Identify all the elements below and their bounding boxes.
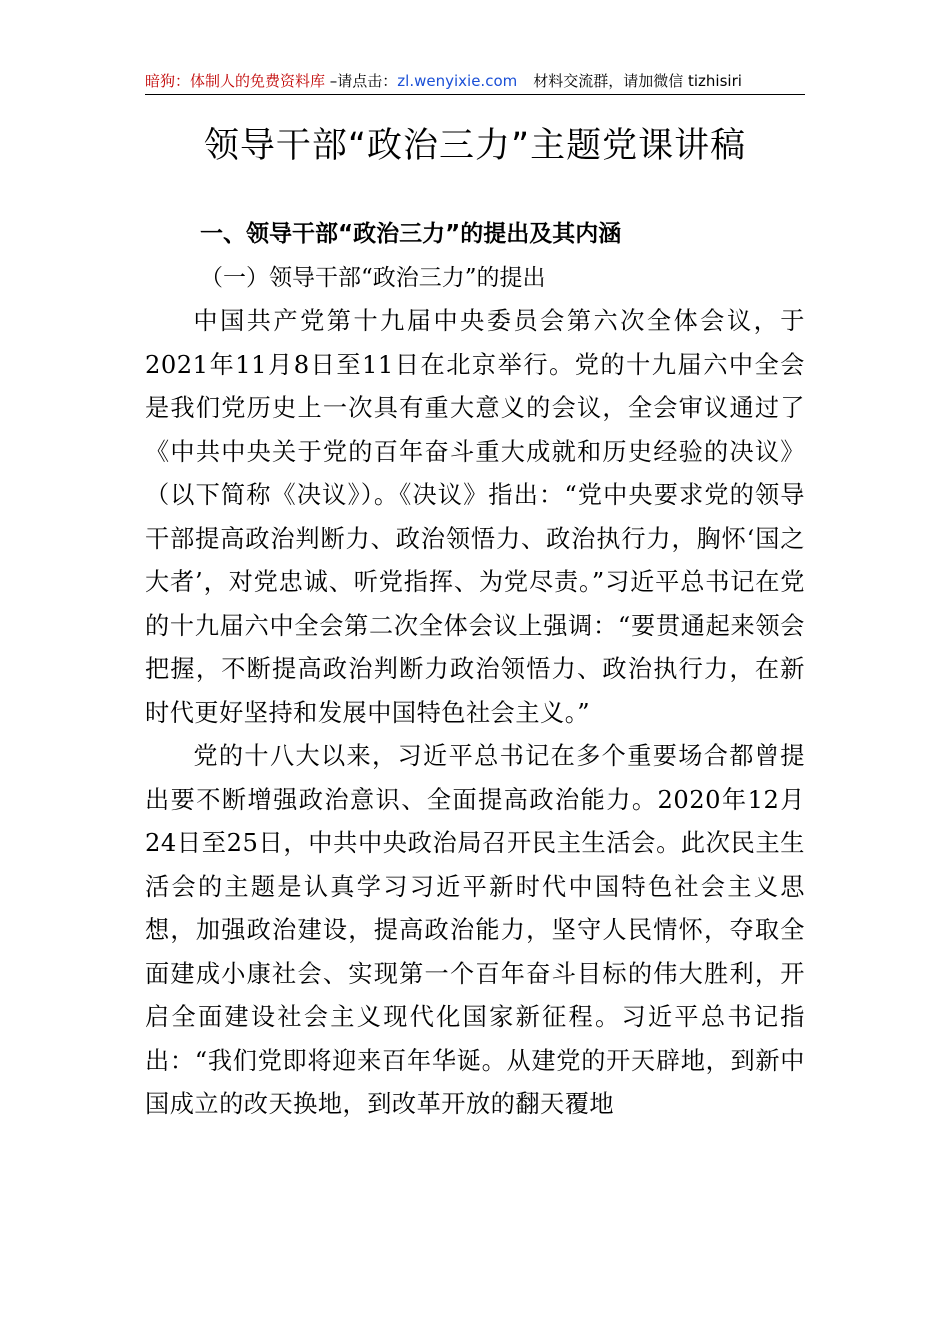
body-paragraph: 党的十八大以来，习近平总书记在多个重要场合都曾提出要不断增强政治意识、全面提高政治能力。2020年12月24日至25日，中共中央政治局召开民主生活会。此次民主生活会的主题是认真学习习近平新时代中国特色社会主义思想，加强政治建设，提高政治能力，坚守人民情怀，夺取全面建成小康社会、实现第一个百年奋斗目标的伟大胜利，开启全面建设社会主义现代化国家新征程。习近平总书记指出：“我们党即将迎来百年华诞。从建党的开天辟地，到新中国成立的改天换地，到改革开放的翻天覆地 <box>145 742 805 1118</box>
section-heading: 一、领导干部“政治三力”的提出及其内涵 <box>200 221 622 247</box>
subsection-heading: （一）领导干部“政治三力”的提出 <box>200 265 546 291</box>
body-paragraph: 中国共产党第十九届中央委员会第六次全体会议，于2021年11月8日至11日在北京举行。党的十九届六中全会是我们党历史上一次具有重大意义的会议，全会审议通过了《中共中央关于党的百年奋斗重大成就和历史经验的决议》（以下简称《决议》）。《决议》指出：“党中央要求党的领导干部提高政治判断力、政治领悟力、政治执行力，胸怀‘国之大者’，对党忠诚、听党指挥、为党尽责。”习近平总书记在党的十九届六中全会第二次全体会议上强调：“要贯通起来领会把握，不断提高政治判断力政治领悟力、政治执行力，在新时代更好坚持和发展中国特色社会主义。” <box>145 307 805 727</box>
header-url-link[interactable]: zl.wenyixie.com <box>397 72 518 90</box>
document-body <box>145 300 805 1127</box>
header-prompt: –请点击： <box>325 72 398 90</box>
document-title: 领导干部“政治三力”主题党课讲稿 <box>203 126 747 166</box>
header-divider <box>145 94 805 95</box>
header-brand: 暗狗：体制人的免费资料库 <box>145 72 326 90</box>
header-contact: 材料交流群，请加微信 tizhisiri <box>533 72 742 90</box>
page-header <box>145 70 805 92</box>
